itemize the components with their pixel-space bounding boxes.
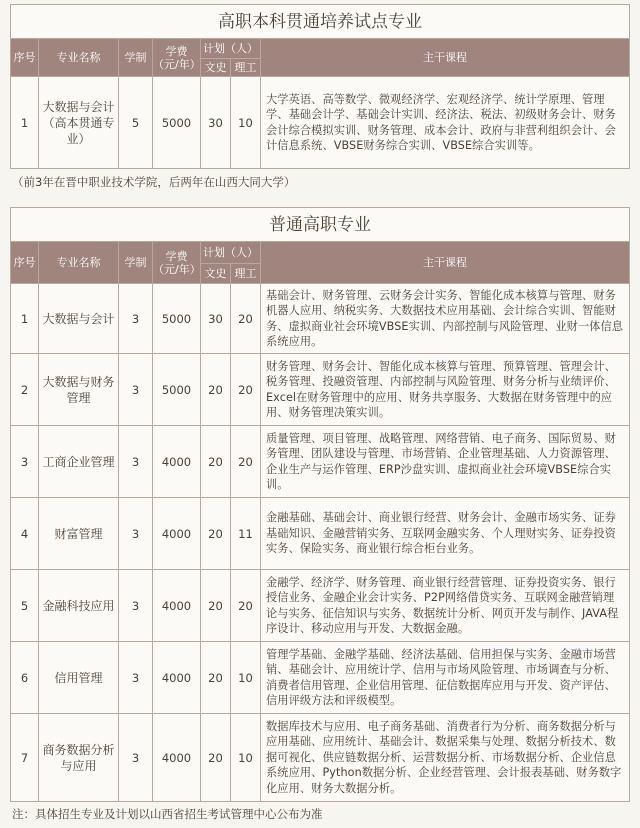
row-li: 20 <box>231 284 261 354</box>
row-fee: 4000 <box>153 714 201 802</box>
header-fee: 学费（元/年） <box>153 242 201 284</box>
header-fee: 学费（元/年） <box>153 39 201 77</box>
regular-majors-table <box>10 241 630 802</box>
row-courses: 金融基础、基础会计、商业银行经营、财务会计、金融市场实务、证券基础知识、金融营销实务、互联网金融实务、个人理财实务、证券投资实务、保险实务、商业银行综合柜台业务。 <box>261 498 630 570</box>
row-major: 金融科技应用 <box>39 570 119 642</box>
header-courses: 主干课程 <box>261 242 630 284</box>
row-years: 3 <box>119 570 153 642</box>
row-li: 20 <box>231 426 261 498</box>
row-major: 大数据与会计（高本贯通专业） <box>39 77 119 169</box>
header-li: 理工 <box>231 264 261 284</box>
row-li: 11 <box>231 498 261 570</box>
row-no: 2 <box>11 354 39 426</box>
row-no: 1 <box>11 77 39 169</box>
row-courses: 数据库技术与应用、电子商务基础、消费者行为分析、商务数据分析与应用基础、应用统计、基础会计、数据采集与处理、数据分析技术、数据可视化、供应链数据分析、运营数据分析、市场数据分析、企业信息系统应用、Python数据分析、企业经营管理、会计报表基础、财务数字化应用、财务大数据分析。 <box>261 714 630 802</box>
row-li: 20 <box>231 354 261 426</box>
row-years: 3 <box>119 354 153 426</box>
row-li: 10 <box>231 714 261 802</box>
table-row <box>11 570 630 642</box>
row-no: 1 <box>11 284 39 354</box>
row-years: 3 <box>119 426 153 498</box>
row-years: 5 <box>119 77 153 169</box>
row-major: 大数据与财务管理 <box>39 354 119 426</box>
row-years: 3 <box>119 284 153 354</box>
row-no: 4 <box>11 498 39 570</box>
row-wen: 20 <box>201 714 231 802</box>
row-major: 工商企业管理 <box>39 426 119 498</box>
table-row <box>11 426 630 498</box>
row-courses: 大学英语、高等数学、微观经济学、宏观经济学、统计学原理、管理学、基础会计学、基础会计实训、经济法、税法、初级财务会计、财务会计综合模拟实训、财务管理、成本会计、政府与非营利组织会计、会计信息系统、VBSE财务综合实训、VBSE综合实训等。 <box>261 77 630 169</box>
row-wen: 20 <box>201 498 231 570</box>
row-courses: 基础会计、财务管理、云财务会计实务、智能化成本核算与管理、财务机器人应用、纳税实务、大数据技术应用基础、会计综合实训、智能财务、虚拟商业社会环境VBSE实训、内部控制与风险管理、业财一体信息系统应用。 <box>261 284 630 354</box>
row-courses: 管理学基础、金融学基础、经济法基础、信用担保与实务、金融市场营销、基础会计、应用统计学、信用与市场风险管理、市场调查与分析、消费者信用管理、企业信用管理、征信数据库应用与开发、资产评估、信用评级方法和评级模型。 <box>261 642 630 714</box>
row-no: 3 <box>11 426 39 498</box>
row-courses: 财务管理、财务会计、智能化成本核算与管理、预算管理、管理会计、税务管理、投融资管理、内部控制与风险管理、财务分析与业绩评价、Excel在财务管理中的应用、财务共享服务、大数据在财务管理中的应用、财务管理决策实训。 <box>261 354 630 426</box>
row-no: 5 <box>11 570 39 642</box>
row-major: 商务数据分析与应用 <box>39 714 119 802</box>
row-fee: 4000 <box>153 570 201 642</box>
row-years: 3 <box>119 714 153 802</box>
row-wen: 30 <box>201 77 231 169</box>
table-row <box>11 714 630 802</box>
row-fee: 5000 <box>153 77 201 169</box>
header-seq: 序号 <box>11 242 39 284</box>
header-major: 专业名称 <box>39 242 119 284</box>
row-wen: 20 <box>201 354 231 426</box>
row-wen: 20 <box>201 426 231 498</box>
row-wen: 20 <box>201 642 231 714</box>
section2-title: 普通高职专业 <box>10 207 630 241</box>
header-years: 学制 <box>119 39 153 77</box>
row-wen: 30 <box>201 284 231 354</box>
header-wen: 文史 <box>201 264 231 284</box>
table-row <box>11 77 630 169</box>
row-li: 20 <box>231 570 261 642</box>
footer-note: 注：具体招生专业及计划以山西省招生考试管理中心公布为准 <box>12 807 323 821</box>
header-years: 学制 <box>119 242 153 284</box>
header-plan: 计划（人） <box>201 242 261 264</box>
header-wen: 文史 <box>201 59 231 77</box>
header-seq: 序号 <box>11 39 39 77</box>
pilot-majors-table <box>10 38 630 169</box>
row-fee: 5000 <box>153 354 201 426</box>
section1-note: （前3年在晋中职业技术学院，后两年在山西大同大学） <box>12 175 296 189</box>
row-li: 10 <box>231 642 261 714</box>
table-row <box>11 498 630 570</box>
row-fee: 4000 <box>153 426 201 498</box>
row-li: 10 <box>231 77 261 169</box>
header-courses: 主干课程 <box>261 39 630 77</box>
row-fee: 4000 <box>153 498 201 570</box>
table-row <box>11 642 630 714</box>
row-fee: 5000 <box>153 284 201 354</box>
row-no: 7 <box>11 714 39 802</box>
section1-title: 高职本科贯通培养试点专业 <box>10 4 630 38</box>
row-major: 信用管理 <box>39 642 119 714</box>
header-major: 专业名称 <box>39 39 119 77</box>
row-years: 3 <box>119 642 153 714</box>
table-row <box>11 354 630 426</box>
header-plan: 计划（人） <box>201 39 261 59</box>
header-li: 理工 <box>231 59 261 77</box>
table-row <box>11 284 630 354</box>
row-courses: 质量管理、项目管理、战略管理、网络营销、电子商务、国际贸易、财务管理、团队建设与管理、市场营销、企业管理基础、人力资源管理、企业生产与运作管理、ERP沙盘实训、虚拟商业社会环境VBSE综合实训。 <box>261 426 630 498</box>
row-wen: 20 <box>201 570 231 642</box>
row-years: 3 <box>119 498 153 570</box>
row-fee: 4000 <box>153 642 201 714</box>
row-courses: 金融学、经济学、财务管理、商业银行经营管理、证券投资实务、银行授信业务、金融企业会计实务、P2P网络借贷实务、互联网金融营销理论与实务、征信知识与实务、数据统计分析、网页开发与制作、JAVA程序设计、移动应用与开发、大数据金融。 <box>261 570 630 642</box>
row-major: 大数据与会计 <box>39 284 119 354</box>
row-no: 6 <box>11 642 39 714</box>
row-major: 财富管理 <box>39 498 119 570</box>
